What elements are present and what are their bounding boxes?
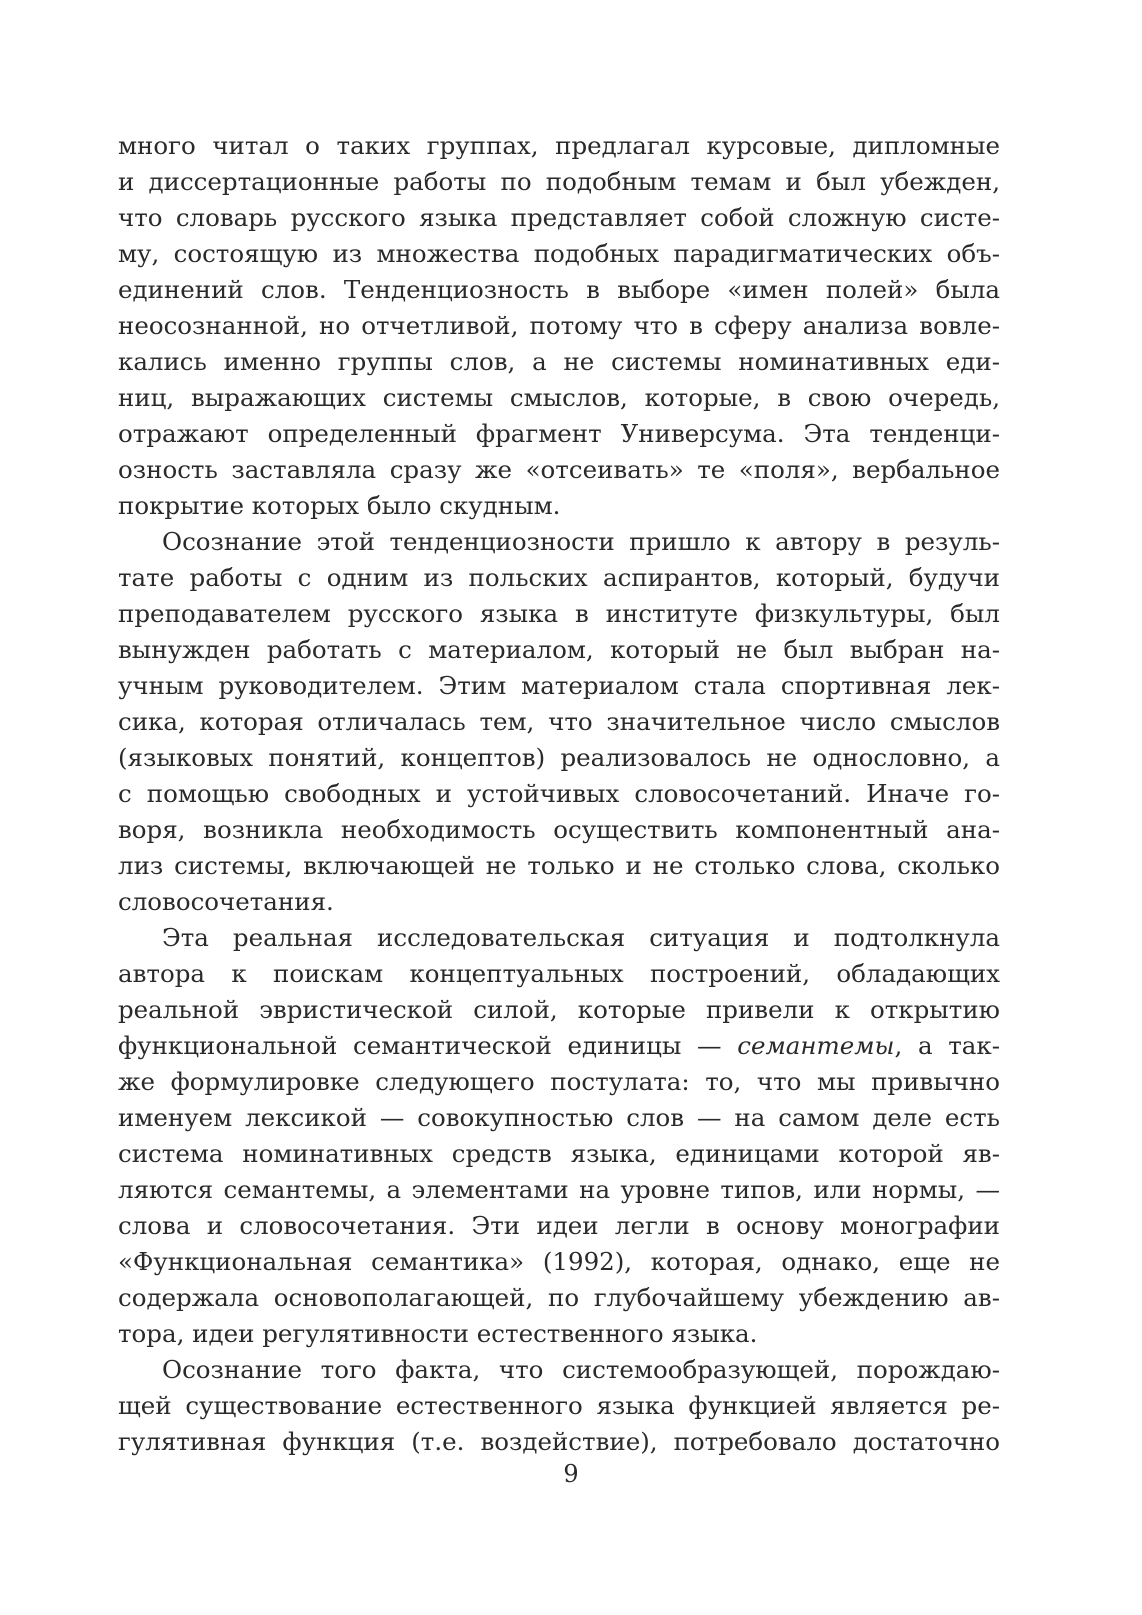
- text-line: лиз системы, включающей не только и не столько слова, сколько: [118, 851, 1000, 880]
- text-line: и диссертационные работы по подобным темам и был убежден,: [118, 167, 1000, 196]
- text-line: единений слов. Тенденциозность в выборе «имен полей» была: [118, 275, 1000, 304]
- text-line: же формулировке следующего постулата: то, что мы привычно: [118, 1067, 1000, 1096]
- text-line: содержала основополагающей, по глубочайшему убеждению ав-: [118, 1283, 1000, 1312]
- text-line: автора к поискам концептуальных построений, обладающих: [118, 959, 1000, 988]
- text-line: что словарь русского языка представляет собой сложную систе-: [118, 203, 1000, 232]
- text-line: много читал о таких группах, предлагал курсовые, дипломные: [118, 131, 1000, 160]
- text-line: Эта реальная исследовательская ситуация и подтолкнула: [162, 923, 1000, 952]
- text-line: слова и словосочетания. Эти идеи легли в основу монографии: [118, 1211, 1000, 1240]
- text-line: тате работы с одним из польских аспирантов, который, будучи: [118, 563, 1000, 592]
- page-number: 9: [563, 1460, 579, 1488]
- text-line: учным руководителем. Этим материалом стала спортивная лек-: [118, 671, 1000, 700]
- text-line: неосознанной, но отчетливой, потому что в сферу анализа вовле-: [118, 311, 1000, 340]
- text-line: тора, идеи регулятивности естественного языка.: [118, 1319, 758, 1348]
- text-line: Осознание того факта, что системообразующей, порождаю-: [162, 1355, 1000, 1384]
- text-line: реальной эвристической силой, которые привели к открытию: [118, 995, 1000, 1024]
- text-line: Осознание этой тенденциозности пришло к автору в резуль-: [162, 527, 1000, 556]
- text-line: ниц, выражающих системы смыслов, которые, в свою очередь,: [118, 383, 1000, 412]
- text-line: щей существование естественного языка функцией является ре-: [118, 1391, 1000, 1420]
- text-line: покрытие которых было скудным.: [118, 491, 561, 520]
- text-line: вынужден работать с материалом, который не был выбран на-: [118, 635, 1000, 664]
- text-line: му, состоящую из множества подобных парадигматических объ-: [118, 239, 1000, 268]
- text-line: «Функциональная семантика» (1992), которая, однако, еще не: [118, 1247, 1000, 1276]
- text-line: озность заставляла сразу же «отсеивать» те «поля», вербальное: [118, 455, 1000, 484]
- text-line: преподавателем русского языка в институте физкультуры, был: [118, 599, 1000, 628]
- text-line: [118, 1028, 1000, 1064]
- body-text: [118, 128, 1000, 1460]
- text-line: (языковых понятий, концептов) реализовалось не однословно, а: [118, 743, 1000, 772]
- text-line: система номинативных средств языка, единицами которой яв-: [118, 1139, 1000, 1168]
- italic-term: семантемы: [737, 1031, 895, 1060]
- text-line: ляются семантемы, а элементами на уровне типов, или нормы, —: [118, 1175, 1000, 1204]
- text-line: кались именно группы слов, а не системы номинативных еди-: [118, 347, 1000, 376]
- text-line: именуем лексикой — совокупностью слов — на самом деле есть: [118, 1103, 1000, 1132]
- text-line: сика, которая отличалась тем, что значительное число смыслов: [118, 707, 1000, 736]
- text-fragment: функциональной семантической единицы —: [118, 1031, 738, 1060]
- text-line: воря, возникла необходимость осуществить компонентный ана-: [118, 815, 1000, 844]
- text-line: словосочетания.: [118, 887, 334, 916]
- text-line: отражают определенный фрагмент Универсума. Эта тенденци-: [118, 419, 1000, 448]
- text-fragment: , а так-: [894, 1031, 1000, 1060]
- text-line: с помощью свободных и устойчивых словосочетаний. Иначе го-: [118, 779, 1000, 808]
- text-line: гулятивная функция (т.е. воздействие), потребовало достаточно: [118, 1427, 1000, 1456]
